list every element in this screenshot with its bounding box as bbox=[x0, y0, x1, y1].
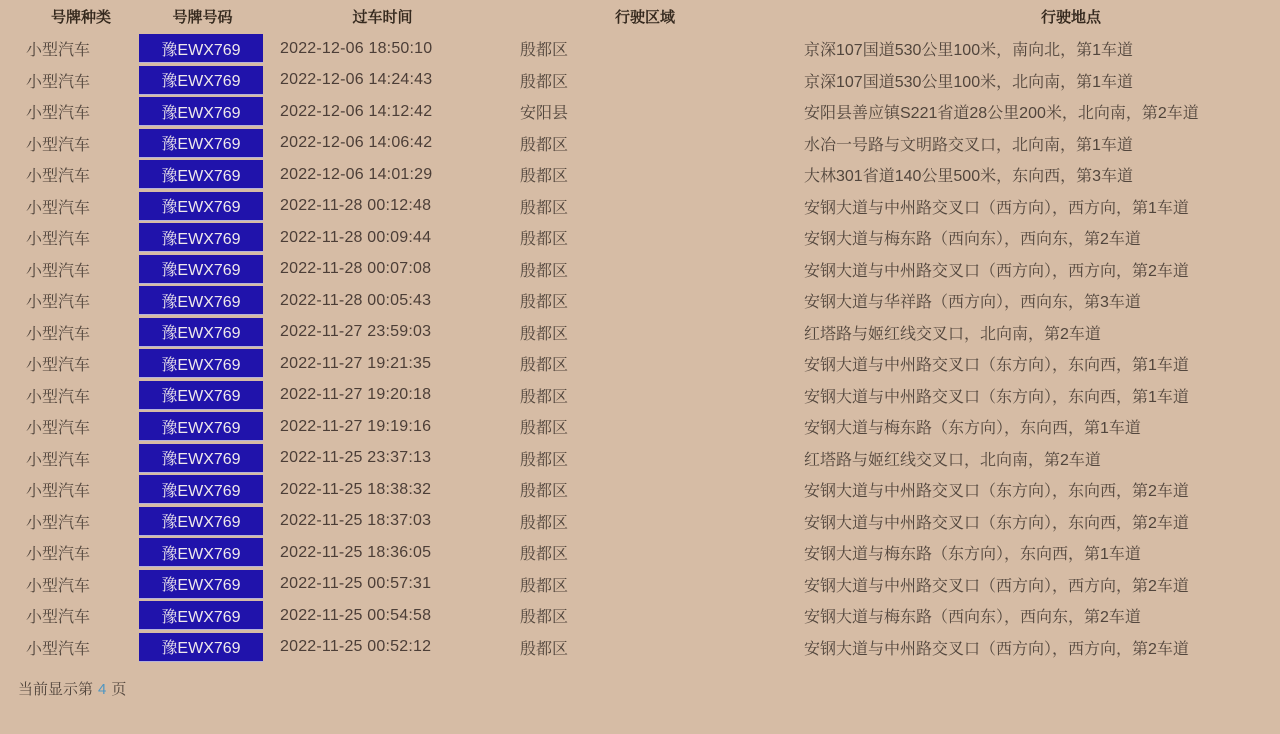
cell-area: 殷都区 bbox=[520, 483, 569, 501]
cell-area: 殷都区 bbox=[520, 577, 569, 595]
cell-plate-number bbox=[140, 286, 265, 315]
cell-plate-number bbox=[140, 223, 265, 252]
pagination-status bbox=[18, 678, 1280, 699]
plate-number-badge: 豫EWX769 bbox=[139, 97, 263, 126]
table-row bbox=[0, 317, 1280, 349]
table-row bbox=[0, 254, 1280, 286]
cell-plate-number bbox=[140, 570, 265, 599]
cell-location: 安钢大道与中州路交叉口（东方向），东向西，第1车道 bbox=[804, 357, 1189, 375]
column-header-pass-time: 过车时间 bbox=[352, 9, 413, 26]
cell-pass-time: 2022-11-25 00:52:12 bbox=[280, 638, 432, 656]
cell-location: 安钢大道与中州路交叉口（西方向），西方向，第1车道 bbox=[804, 199, 1189, 217]
cell-location: 红塔路与姬红线交叉口，北向南，第2车道 bbox=[804, 325, 1101, 343]
cell-pass-time: 2022-11-25 23:37:13 bbox=[280, 449, 432, 467]
cell-plate-number bbox=[140, 97, 265, 126]
table-row bbox=[0, 222, 1280, 254]
plate-number-badge: 豫EWX769 bbox=[139, 349, 263, 378]
table-row bbox=[0, 506, 1280, 538]
plate-number-badge: 豫EWX769 bbox=[139, 34, 263, 63]
cell-plate-number bbox=[140, 507, 265, 536]
plate-number-badge: 豫EWX769 bbox=[139, 444, 263, 473]
table-row bbox=[0, 65, 1280, 97]
table-row bbox=[0, 96, 1280, 128]
table-header-row bbox=[0, 0, 1280, 33]
cell-pass-time: 2022-12-06 18:50:10 bbox=[280, 39, 433, 57]
cell-plate-type: 小型汽车 bbox=[26, 42, 91, 60]
table-body bbox=[0, 33, 1280, 663]
cell-plate-type: 小型汽车 bbox=[26, 388, 91, 406]
plate-number-badge: 豫EWX769 bbox=[139, 255, 263, 284]
cell-area: 殷都区 bbox=[520, 42, 569, 60]
cell-plate-number bbox=[140, 349, 265, 378]
cell-pass-time: 2022-11-27 19:19:16 bbox=[280, 417, 432, 435]
cell-plate-type: 小型汽车 bbox=[26, 451, 91, 469]
cell-pass-time: 2022-11-25 00:54:58 bbox=[280, 606, 432, 624]
cell-plate-type: 小型汽车 bbox=[26, 325, 91, 343]
plate-number-badge: 豫EWX769 bbox=[139, 223, 263, 252]
table-row bbox=[0, 569, 1280, 601]
cell-area: 殷都区 bbox=[520, 136, 569, 154]
table-row bbox=[0, 474, 1280, 506]
cell-area: 殷都区 bbox=[520, 388, 569, 406]
cell-pass-time: 2022-11-27 19:21:35 bbox=[280, 354, 432, 372]
cell-location: 大林301省道140公里500米，东向西，第3车道 bbox=[804, 168, 1133, 186]
cell-pass-time: 2022-12-06 14:24:43 bbox=[280, 71, 433, 89]
cell-location: 安阳县善应镇S221省道28公里200米，北向南，第2车道 bbox=[804, 105, 1199, 123]
cell-location: 安钢大道与中州路交叉口（西方向），西方向，第2车道 bbox=[804, 577, 1189, 595]
cell-area: 殷都区 bbox=[520, 168, 569, 186]
cell-pass-time: 2022-11-28 00:05:43 bbox=[280, 291, 432, 309]
pagination-prefix-label: 当前显示第 bbox=[18, 681, 94, 698]
table-row bbox=[0, 348, 1280, 380]
cell-plate-number bbox=[140, 192, 265, 221]
column-header-location: 行驶地点 bbox=[1040, 9, 1101, 26]
table-row bbox=[0, 33, 1280, 65]
cell-location: 安钢大道与中州路交叉口（西方向），西方向，第2车道 bbox=[804, 262, 1189, 280]
table-row bbox=[0, 159, 1280, 191]
cell-area: 殷都区 bbox=[520, 357, 569, 375]
cell-pass-time: 2022-11-28 00:12:48 bbox=[280, 197, 432, 215]
cell-plate-type: 小型汽车 bbox=[26, 199, 91, 217]
cell-pass-time: 2022-11-27 19:20:18 bbox=[280, 386, 432, 404]
cell-plate-number bbox=[140, 318, 265, 347]
plate-number-badge: 豫EWX769 bbox=[139, 507, 263, 536]
cell-area: 安阳县 bbox=[520, 105, 569, 123]
cell-location: 安钢大道与梅东路（西向东），西向东，第2车道 bbox=[804, 609, 1141, 627]
plate-number-badge: 豫EWX769 bbox=[139, 570, 263, 599]
cell-pass-time: 2022-12-06 14:12:42 bbox=[280, 102, 433, 120]
cell-area: 殷都区 bbox=[520, 199, 569, 217]
plate-number-badge: 豫EWX769 bbox=[139, 412, 263, 441]
cell-plate-type: 小型汽车 bbox=[26, 640, 91, 658]
cell-plate-number bbox=[140, 34, 265, 63]
cell-location: 安钢大道与中州路交叉口（东方向），东向西，第2车道 bbox=[804, 514, 1189, 532]
table-row bbox=[0, 443, 1280, 475]
cell-pass-time: 2022-12-06 14:01:29 bbox=[280, 165, 433, 183]
plate-number-badge: 豫EWX769 bbox=[139, 160, 263, 189]
cell-plate-number bbox=[140, 538, 265, 567]
plate-number-badge: 豫EWX769 bbox=[139, 129, 263, 158]
cell-plate-number bbox=[140, 381, 265, 410]
plate-number-badge: 豫EWX769 bbox=[139, 286, 263, 315]
cell-pass-time: 2022-11-25 18:36:05 bbox=[280, 543, 432, 561]
cell-plate-type: 小型汽车 bbox=[26, 231, 91, 249]
cell-pass-time: 2022-12-06 14:06:42 bbox=[280, 134, 433, 152]
plate-number-badge: 豫EWX769 bbox=[139, 192, 263, 221]
cell-plate-number bbox=[140, 160, 265, 189]
plate-number-badge: 豫EWX769 bbox=[139, 318, 263, 347]
plate-number-badge: 豫EWX769 bbox=[139, 538, 263, 567]
cell-plate-type: 小型汽车 bbox=[26, 105, 91, 123]
cell-location: 安钢大道与华祥路（西方向），西向东，第3车道 bbox=[804, 294, 1141, 312]
table-row bbox=[0, 632, 1280, 664]
cell-area: 殷都区 bbox=[520, 325, 569, 343]
plate-number-badge: 豫EWX769 bbox=[139, 601, 263, 630]
cell-plate-type: 小型汽车 bbox=[26, 357, 91, 375]
cell-area: 殷都区 bbox=[520, 420, 569, 438]
cell-plate-number bbox=[140, 66, 265, 95]
cell-location: 安钢大道与梅东路（西向东），西向东，第2车道 bbox=[804, 231, 1141, 249]
column-header-area: 行驶区域 bbox=[614, 9, 675, 26]
column-header-plate-type: 号牌种类 bbox=[50, 9, 111, 26]
column-header-plate-number: 号牌号码 bbox=[172, 9, 233, 26]
cell-location: 安钢大道与梅东路（东方向），东向西，第1车道 bbox=[804, 546, 1141, 564]
cell-location: 安钢大道与中州路交叉口（东方向），东向西，第1车道 bbox=[804, 388, 1189, 406]
table-row bbox=[0, 285, 1280, 317]
cell-area: 殷都区 bbox=[520, 546, 569, 564]
cell-area: 殷都区 bbox=[520, 451, 569, 469]
cell-area: 殷都区 bbox=[520, 73, 569, 91]
cell-plate-number bbox=[140, 444, 265, 473]
plate-number-badge: 豫EWX769 bbox=[139, 633, 263, 662]
cell-plate-type: 小型汽车 bbox=[26, 168, 91, 186]
cell-pass-time: 2022-11-27 23:59:03 bbox=[280, 323, 432, 341]
cell-area: 殷都区 bbox=[520, 294, 569, 312]
cell-plate-type: 小型汽车 bbox=[26, 514, 91, 532]
cell-plate-type: 小型汽车 bbox=[26, 483, 91, 501]
cell-pass-time: 2022-11-25 18:37:03 bbox=[280, 512, 432, 530]
cell-location: 水冶一号路与文明路交叉口，北向南，第1车道 bbox=[804, 136, 1133, 154]
table-row bbox=[0, 537, 1280, 569]
cell-location: 安钢大道与中州路交叉口（东方向），东向西，第2车道 bbox=[804, 483, 1189, 501]
cell-plate-type: 小型汽车 bbox=[26, 73, 91, 91]
cell-location: 安钢大道与中州路交叉口（西方向），西方向，第2车道 bbox=[804, 640, 1189, 658]
cell-plate-number bbox=[140, 601, 265, 630]
cell-area: 殷都区 bbox=[520, 262, 569, 280]
table-row bbox=[0, 191, 1280, 223]
table-row bbox=[0, 600, 1280, 632]
cell-plate-type: 小型汽车 bbox=[26, 577, 91, 595]
pagination-suffix-label: 页 bbox=[111, 681, 127, 698]
cell-plate-number bbox=[140, 475, 265, 504]
cell-area: 殷都区 bbox=[520, 609, 569, 627]
plate-number-badge: 豫EWX769 bbox=[139, 66, 263, 95]
cell-pass-time: 2022-11-25 00:57:31 bbox=[280, 575, 432, 593]
cell-pass-time: 2022-11-28 00:07:08 bbox=[280, 260, 432, 278]
cell-location: 京深107国道530公里100米，南向北，第1车道 bbox=[804, 42, 1133, 60]
plate-number-badge: 豫EWX769 bbox=[139, 475, 263, 504]
cell-plate-number bbox=[140, 412, 265, 441]
table-row bbox=[0, 128, 1280, 160]
cell-location: 京深107国道530公里100米，北向南，第1车道 bbox=[804, 73, 1133, 91]
cell-location: 安钢大道与梅东路（东方向），东向西，第1车道 bbox=[804, 420, 1141, 438]
cell-plate-type: 小型汽车 bbox=[26, 262, 91, 280]
cell-plate-type: 小型汽车 bbox=[26, 136, 91, 154]
cell-pass-time: 2022-11-25 18:38:32 bbox=[280, 480, 432, 498]
cell-area: 殷都区 bbox=[520, 514, 569, 532]
cell-plate-number bbox=[140, 129, 265, 158]
cell-plate-type: 小型汽车 bbox=[26, 294, 91, 312]
current-page-number: 4 bbox=[98, 681, 107, 698]
cell-location: 红塔路与姬红线交叉口，北向南，第2车道 bbox=[804, 451, 1101, 469]
cell-plate-type: 小型汽车 bbox=[26, 546, 91, 564]
cell-plate-type: 小型汽车 bbox=[26, 609, 91, 627]
cell-plate-number bbox=[140, 255, 265, 284]
cell-plate-type: 小型汽车 bbox=[26, 420, 91, 438]
cell-pass-time: 2022-11-28 00:09:44 bbox=[280, 228, 432, 246]
cell-area: 殷都区 bbox=[520, 640, 569, 658]
cell-area: 殷都区 bbox=[520, 231, 569, 249]
table-row bbox=[0, 411, 1280, 443]
plate-number-badge: 豫EWX769 bbox=[139, 381, 263, 410]
table-row bbox=[0, 380, 1280, 412]
cell-plate-number bbox=[140, 633, 265, 662]
